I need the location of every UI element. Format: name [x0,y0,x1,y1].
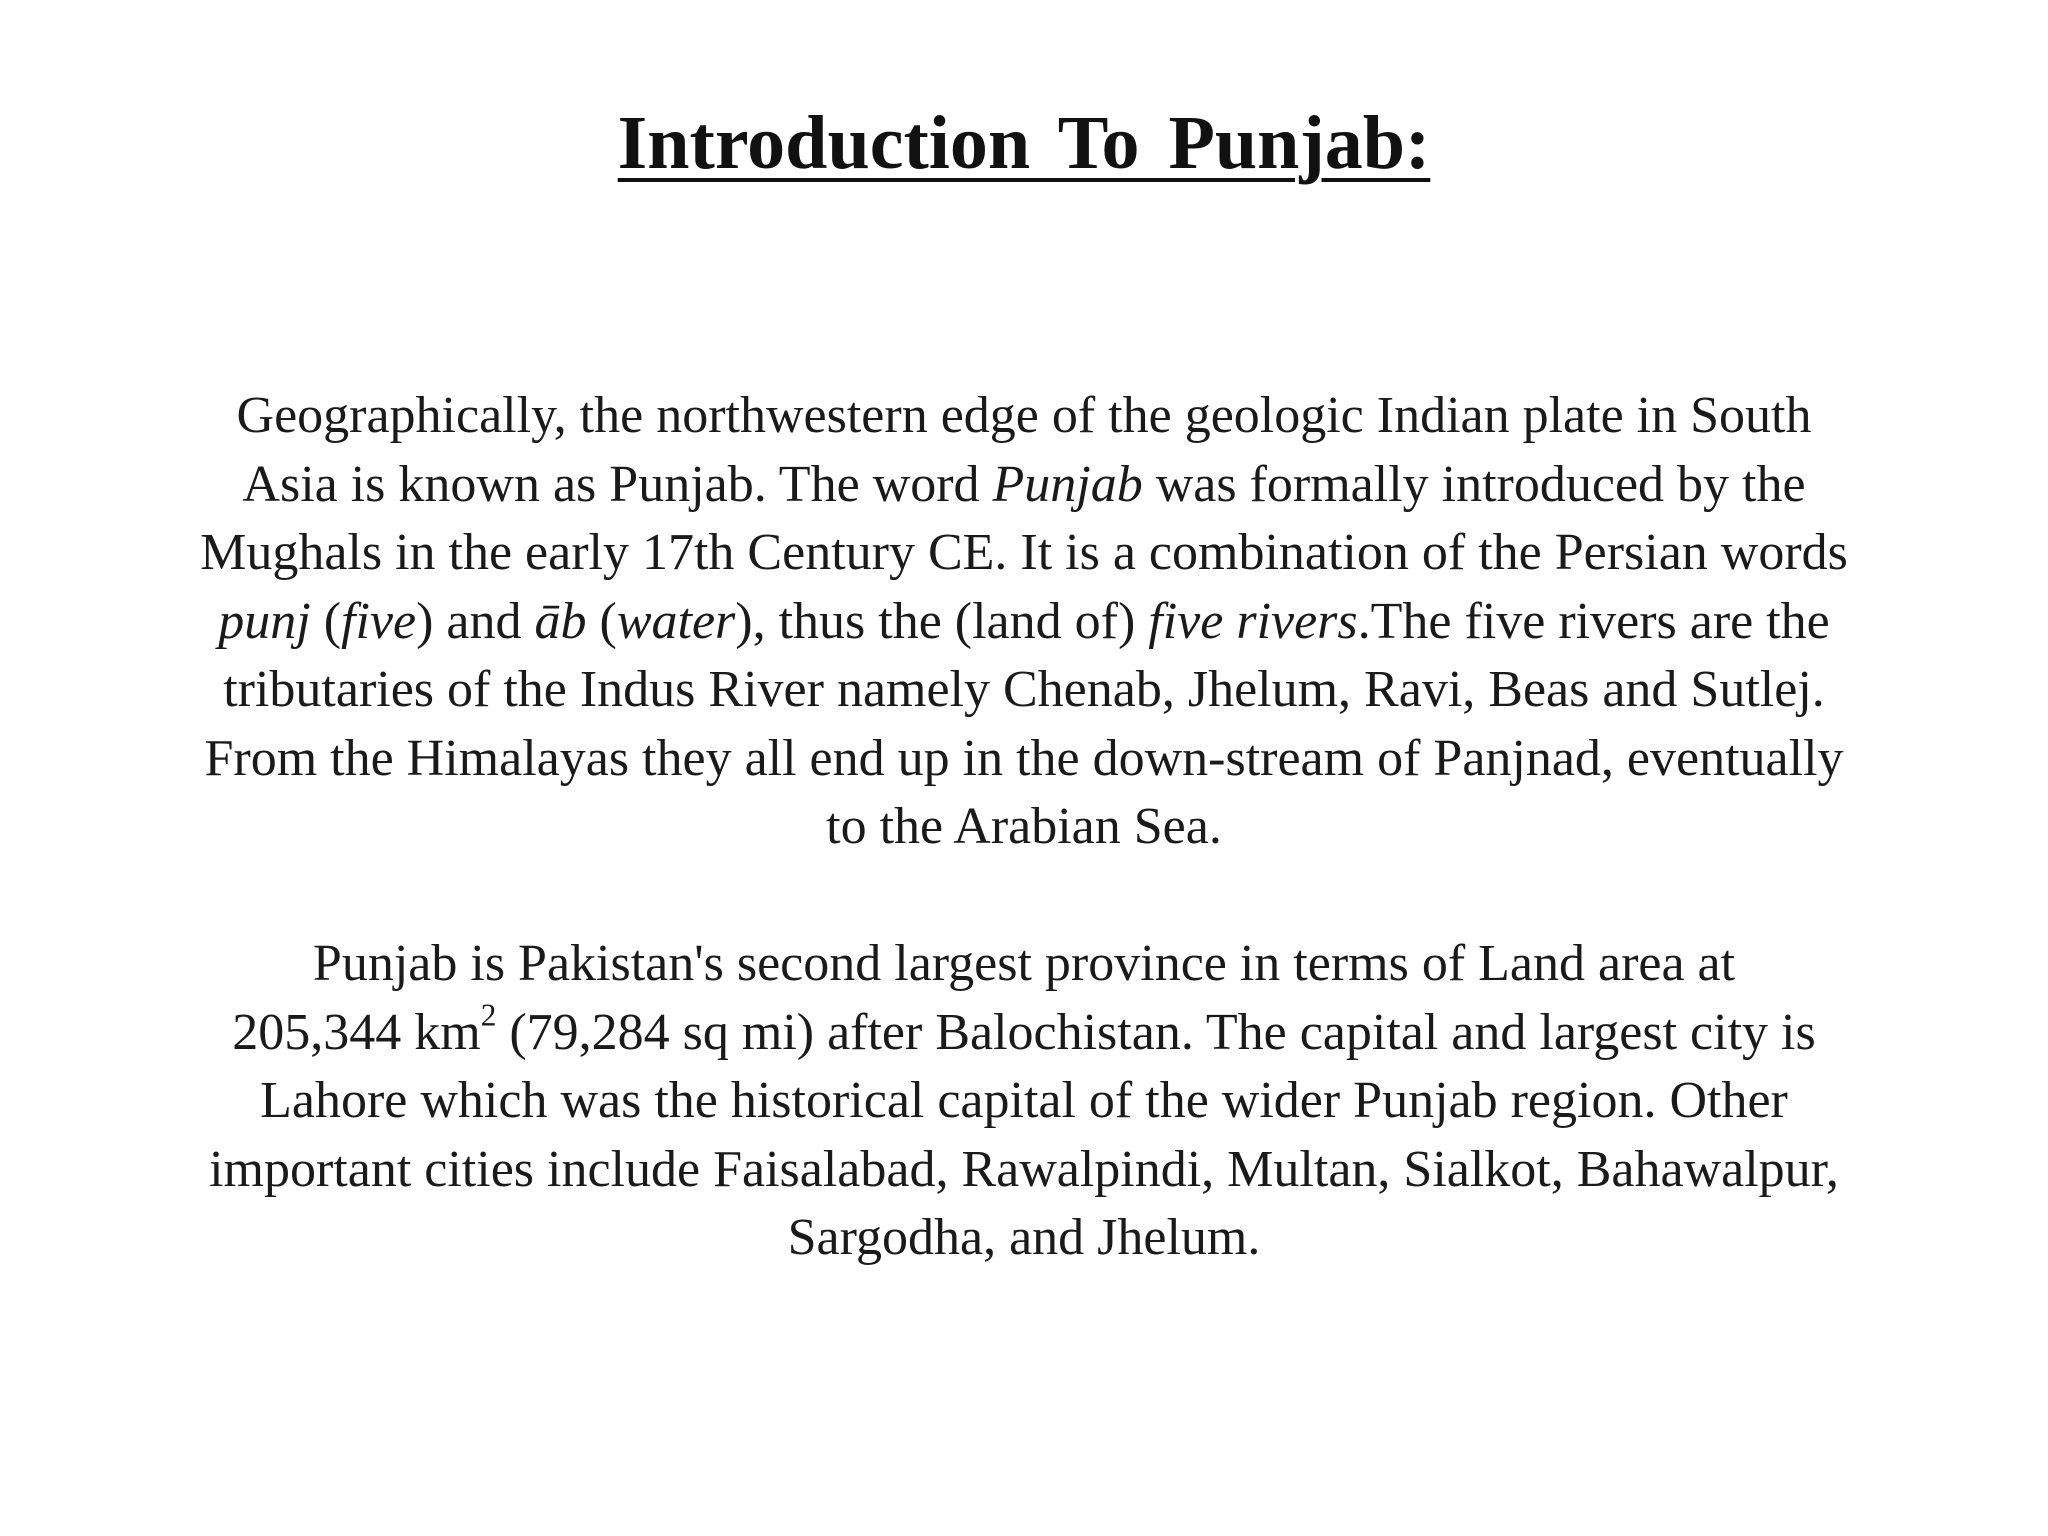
text-line: Asia is known as Punjab. The word Punjab was formally introduced by the [242,455,1806,513]
paragraph-province [110,930,1938,1273]
text-line: punj (five) and āb (water), thus the (land of) five rivers.The five rivers are the [218,592,1830,650]
italic-term: water [616,592,736,650]
text-line: to the Arabian Sea. [826,798,1222,855]
text-line: Mughals in the early 17th Century CE. It is a combination of the Persian words [200,524,1848,581]
italic-term: Punjab [992,455,1143,513]
italic-term: āb [534,592,587,650]
text-line: Geographically, the northwestern edge of the geologic Indian plate in South [236,387,1812,444]
italic-term: five rivers [1148,592,1358,650]
superscript: 2 [480,997,497,1033]
text-line: From the Himalayas they all end up in the down-stream of Panjnad, eventually [204,729,1844,787]
paragraph-geography [110,382,1938,862]
italic-term: punj [218,592,311,650]
text-line: Punjab is Pakistan's second largest province in terms of Land area at [312,935,1736,992]
text-line: important cities include Faisalabad, Rawalpindi, Multan, Sialkot, Bahawalpur, [209,1140,1839,1198]
page-title: Introduction To Punjab: [617,101,1431,185]
text-line: Lahore which was the historical capital of the wider Punjab region. Other [260,1072,1788,1129]
text-line: Sargodha, and Jhelum. [787,1209,1261,1266]
text-line: tributaries of the Indus River namely Chenab, Jhelum, Ravi, Beas and Sutlej. [223,661,1825,718]
text-line: 205,344 $km^2$ (79,284 sq mi) after Balochistan. The capital and largest city is [232,997,1816,1061]
italic-term: five [341,592,417,650]
